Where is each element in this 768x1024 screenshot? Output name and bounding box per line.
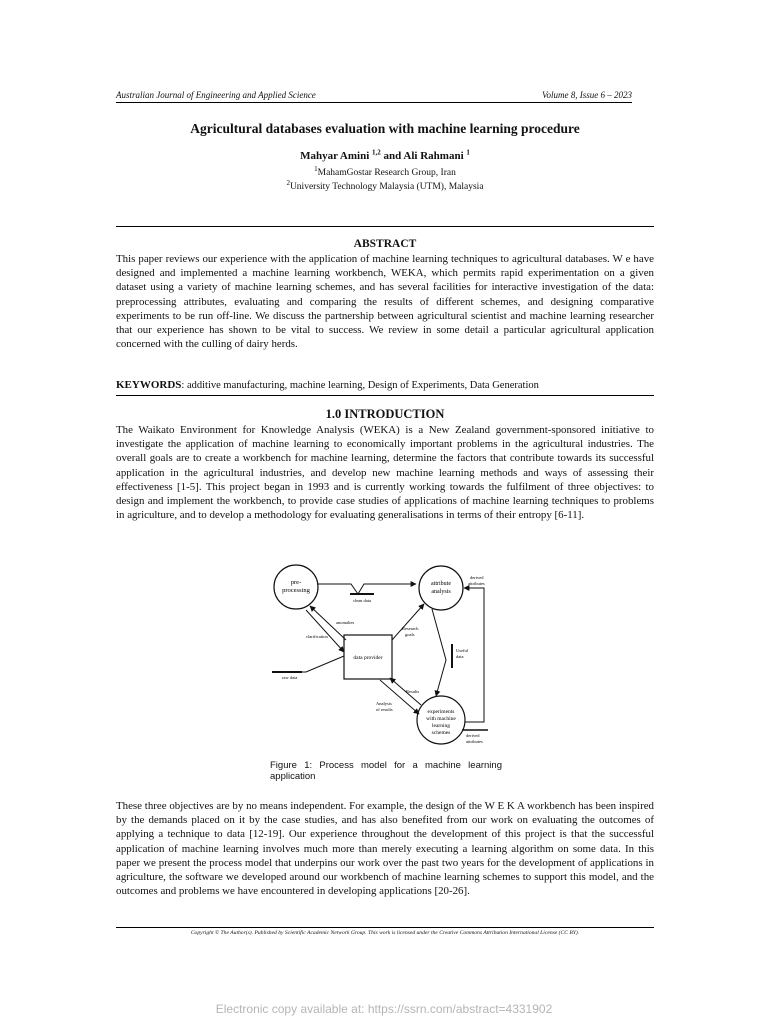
useful-data-flow [432,609,446,696]
experiments-label-1: experiments [427,709,455,715]
analysis-label-1: Analysis [376,701,392,706]
results-label: Results [406,689,420,694]
affiliation-1-sup: 1 [314,164,318,173]
author-2-sup: 1 [466,148,470,157]
copyright-rule [116,927,654,928]
keywords [116,379,654,391]
author-1: Mahyar Amini [300,150,370,162]
derived-attr-bot-1: derived [466,733,480,738]
research-label-1: Research [402,626,419,631]
data-provider-label: data provider [353,655,383,661]
clarification-arrow [306,610,344,652]
clean-data-label: clean data [352,598,372,603]
affiliation-2 [116,178,654,192]
attribute-label-1: attribute [431,581,451,587]
derived-attributes-loop [464,588,484,722]
intro-heading: 1.0 INTRODUCTION [325,407,445,421]
affiliation-1 [116,164,654,178]
keywords-rule [116,395,654,396]
clean-data-flow [318,584,416,594]
experiments-label-2: with machine [426,716,456,722]
attribute-analysis-node [419,566,463,610]
preprocessing-label-1: pre- [290,579,302,586]
paper-title: Agricultural databases evaluation with machine learning procedure [190,121,580,136]
author-and: and [380,150,404,162]
keywords-label: KEYWORDS [116,379,182,391]
volume-issue: Volume 8, Issue 6 – 2023 [542,90,632,100]
useful-label-2: data [456,654,464,659]
copyright-notice: Copyright © The Author(s). Published by Scientific Academic Network Group. This work is licensed under the Creative Commons Attribution International License (CC BY). [190,930,580,936]
research-label-2: goals [405,632,415,637]
analysis-label-2: of results [376,707,393,712]
useful-label-1: Useful [456,648,468,653]
journal-name: Australian Journal of Engineering and Applied Science [116,90,316,100]
experiments-label-4: schemes [431,730,451,736]
abstract-heading: ABSTRACT [353,238,417,250]
process-model-diagram [266,560,500,750]
affiliation-2-sup: 2 [286,178,290,187]
raw-data-label: raw data [282,675,298,680]
affiliation-2-text: University Technology Malaysia (UTM), Malaysia [289,182,484,192]
clarification-label: clarification [306,634,328,639]
anomalies-label: anomalies [336,620,355,625]
derived-attr-top-2: attributes [468,581,485,586]
author-line [116,150,654,162]
experiments-label-3: learning [431,723,451,729]
keywords-text: : additive manufacturing, machine learning, Design of Experiments, Data Generation [181,380,539,391]
attribute-label-2: analysis [431,589,451,595]
ssrn-footer[interactable]: Electronic copy available at: https://ssrn.com/abstract=4331902 [215,1002,553,1016]
abstract-text: This paper reviews our experience with the application of machine learning techniques to agricultural databases. W e have designed and implemented a machine learning workbench, WEKA, which permits rapid experimentation on a given dataset using a variety of machine learning schemes, and has several facilities for interactive investigation of the data: preprocessing attributes, evaluating and comparing the results of different schemes, and designing comparative experiments to be run off-line. We discuss the partnership between agricultural scientist and machine learning researcher that our experience has shown to be vital to success. We review in some detail a particular agricultural application concerned with the culling of dairy herds. [116,253,654,351]
body-paragraph-2: These three objectives are by no means independent. For example, the design of the W E K A workbench has been inspired by the demands placed on it by the case studies, and has also benefited from our work on evaluating the outcomes of applying a technique to data [12-19]. Our experience throughout the development of this project is that the successful application of machine learning involves much more than merely executing a learning algorithm on some data. In this paper we present the process model that underpins our work over the past two years for the development of applications in agriculture, the software we developed around our workbench of machine learning schemes to support this model, and the outcomes and problems we have encountered in developing applications [20-26]. [116,800,654,898]
derived-attr-bot-2: attributes [466,739,483,744]
author-2: Ali Rahmani [403,150,464,162]
preprocessing-label-2: processing [282,587,310,594]
raw-data-flow [276,656,344,672]
affiliation-1-text: MahamGostar Research Group, Iran [317,168,456,178]
derived-attr-top-1: derived [470,575,484,580]
abstract-top-rule [116,226,654,227]
header-rule [116,102,632,103]
author-1-sup: 1,2 [372,148,381,157]
figure-caption: Figure 1: Process model for a machine learning application [270,760,502,782]
intro-text: The Waikato Environment for Knowledge Analysis (WEKA) is a New Zealand government-sponsored initiative to investigate the application of machine learning to economically important problems in the agricultural industries. The overall goals are to create a workbench for machine learning, determine the factors that contribute towards its successful application in the agricultural industries, and develop new machine learning methods and ways of assessing their effectiveness [1-5]. This project began in 1993 and is currently working towards the fulfilment of three objectives: to design and implement the workbench, to provide case studies of applications of machine learning techniques to problems in agriculture, and to develop a methodology for evaluating generalisations in terms of their entropy [6-11]. [116,424,654,522]
